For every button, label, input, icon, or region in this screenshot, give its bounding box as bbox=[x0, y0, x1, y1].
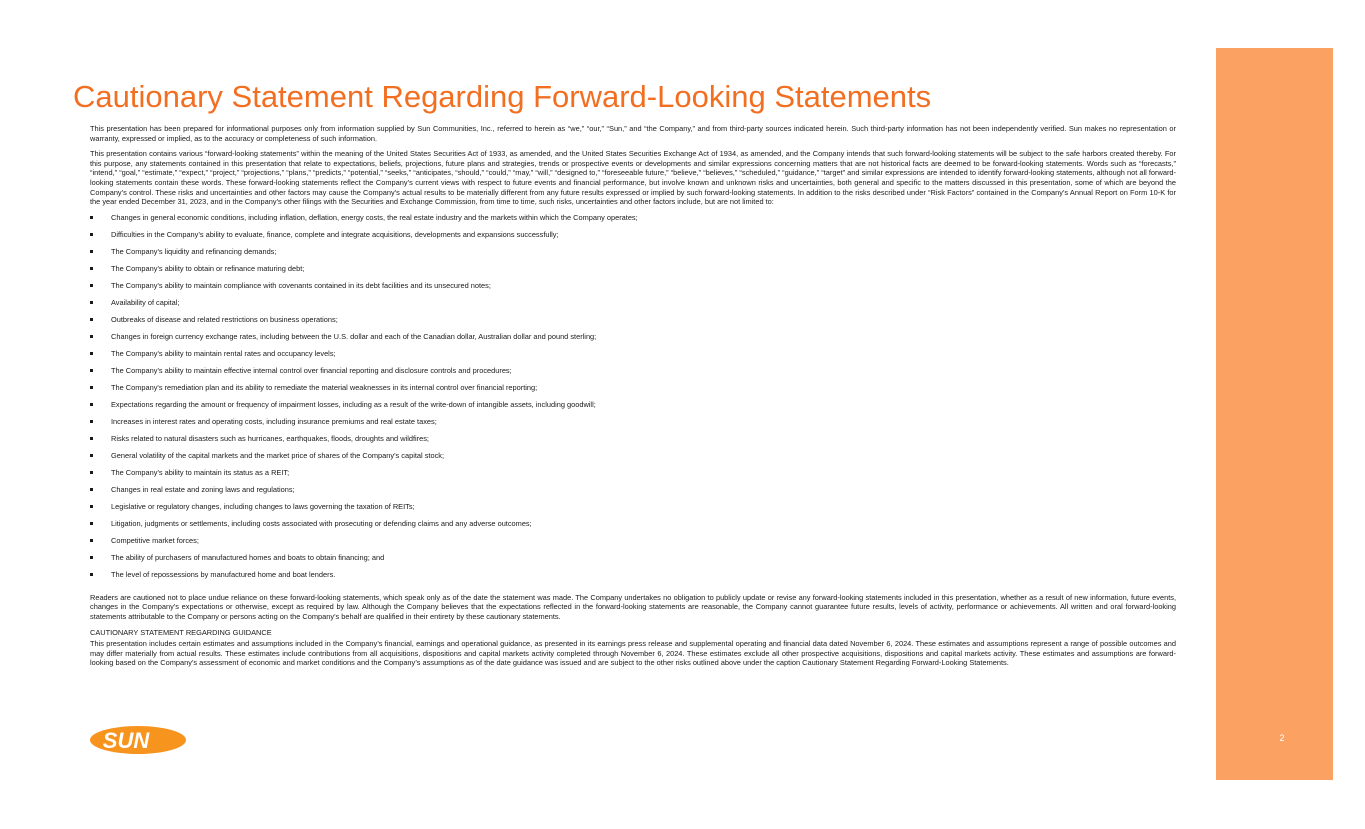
risk-factor-text: Changes in foreign currency exchange rates, including between the U.S. dollar and each of the Canadian dollar, Australian dollar and pound sterling; bbox=[111, 331, 597, 341]
bullet-icon bbox=[90, 301, 93, 304]
risk-factor-text: The Company’s ability to maintain its status as a REIT; bbox=[111, 467, 290, 477]
bullet-icon bbox=[90, 216, 93, 219]
risk-factor-item bbox=[90, 281, 1176, 298]
bullet-icon bbox=[90, 488, 93, 491]
risk-factor-text: The ability of purchasers of manufactured homes and boats to obtain financing; and bbox=[111, 552, 385, 562]
intro-paragraph-1: This presentation has been prepared for informational purposes only from information supplied by Sun Communities, Inc., referred to herein as “we,” “our,” “Sun,” and “the Company,” and from third-party sources indicated herein. Such third-party information has not been independently verified. Sun makes no representation or warranty, expressed or implied, as to the accuracy or completeness of such information. bbox=[90, 124, 1176, 143]
risk-factor-text: Competitive market forces; bbox=[111, 535, 199, 545]
guidance-paragraph: This presentation includes certain estimates and assumptions included in the Company’s financial, earnings and operational guidance, as presented in its earnings press release and supplemental operating and financial data dated November 6, 2024. These estimates and assumptions represent a range of possible outcomes and may differ materially from actual results. These estimates include contributions from all acquisitions, dispositions and capital markets activity completed through November 6, 2024. These estimates exclude all other prospective acquisitions, dispositions and capital markets activity. These estimates and assumptions are forward-looking based on the Company’s assessment of economic and market conditions and the Company’s assumptions as of the date guidance was issued and are subject to the other risks outlined above under the caption Cautionary Statement Regarding Forward-Looking Statements. bbox=[90, 639, 1176, 668]
risk-factor-item bbox=[90, 434, 1176, 451]
risk-factor-item bbox=[90, 417, 1176, 434]
risk-factor-item bbox=[90, 264, 1176, 281]
page-title: Cautionary Statement Regarding Forward-Looking Statements bbox=[73, 79, 932, 114]
risk-factor-text: Risks related to natural disasters such as hurricanes, earthquakes, floods, droughts and wildfires; bbox=[111, 433, 429, 443]
risk-factor-item bbox=[90, 383, 1176, 400]
risk-factor-item bbox=[90, 519, 1176, 536]
risk-factor-item bbox=[90, 366, 1176, 383]
risk-factor-text: The Company’s ability to maintain effective internal control over financial reporting and disclosure controls and procedures; bbox=[111, 365, 512, 375]
side-accent-bar bbox=[1216, 48, 1333, 780]
risk-factor-item bbox=[90, 485, 1176, 502]
disclaimer-body bbox=[90, 124, 1176, 674]
bullet-icon bbox=[90, 539, 93, 542]
bullet-icon bbox=[90, 233, 93, 236]
risk-factor-item bbox=[90, 315, 1176, 332]
risk-factor-item bbox=[90, 230, 1176, 247]
bullet-icon bbox=[90, 267, 93, 270]
bullet-icon bbox=[90, 284, 93, 287]
risk-factor-item bbox=[90, 536, 1176, 553]
risk-factor-text: The Company’s liquidity and refinancing demands; bbox=[111, 246, 277, 256]
risk-factor-item bbox=[90, 400, 1176, 417]
risk-factor-text: Litigation, judgments or settlements, including costs associated with prosecuting or defending claims and any adverse outcomes; bbox=[111, 518, 532, 528]
bullet-icon bbox=[90, 454, 93, 457]
risk-factor-text: Legislative or regulatory changes, including changes to laws governing the taxation of REITs; bbox=[111, 501, 415, 511]
bullet-icon bbox=[90, 471, 93, 474]
risk-factor-text: General volatility of the capital markets and the market price of shares of the Company’s capital stock; bbox=[111, 450, 445, 460]
bullet-icon bbox=[90, 369, 93, 372]
risk-factor-list bbox=[90, 213, 1176, 587]
bullet-icon bbox=[90, 335, 93, 338]
bullet-icon bbox=[90, 250, 93, 253]
risk-factor-text: Availability of capital; bbox=[111, 297, 180, 307]
sun-logo bbox=[80, 725, 188, 755]
risk-factor-text: Expectations regarding the amount or frequency of impairment losses, including as a result of the write-down of intangible assets, including goodwill; bbox=[111, 399, 596, 409]
bullet-icon bbox=[90, 522, 93, 525]
risk-factor-text: Changes in general economic conditions, including inflation, deflation, energy costs, the real estate industry and the markets within which the Company operates; bbox=[111, 212, 638, 222]
risk-factor-text: The Company’s ability to maintain rental rates and occupancy levels; bbox=[111, 348, 336, 358]
bullet-icon bbox=[90, 505, 93, 508]
risk-factor-text: The Company's remediation plan and its ability to remediate the material weaknesses in its internal control over financial reporting; bbox=[111, 382, 538, 392]
risk-factor-text: Changes in real estate and zoning laws and regulations; bbox=[111, 484, 295, 494]
risk-factor-item bbox=[90, 502, 1176, 519]
risk-factor-item bbox=[90, 570, 1176, 587]
bullet-icon bbox=[90, 437, 93, 440]
risk-factor-item bbox=[90, 468, 1176, 485]
bullet-icon bbox=[90, 403, 93, 406]
intro-paragraph-2: This presentation contains various “forward-looking statements” within the meaning of the United States Securities Act of 1933, as amended, and the United States Securities Exchange Act of 1934, as amended, and the Company intends that such forward-looking statements will be subject to the safe harbors created thereby. For this purpose, any statements contained in this presentation that relate to expectations, beliefs, projections, future plans and strategies, trends or prospective events or developments and similar expressions concerning matters that are not historical facts are deemed to be forward-looking statements. Words such as “forecasts,” “intend,” “goal,” “estimate,” “expect,” “project,” “projections,” “plans,” “predicts,” “potential,” “seeks,” “anticipates, “should,” “could,” “may,” “will,” “designed to,” “foreseeable future,” “believe,” “believes,” “scheduled,” “guidance,” “target” and similar expressions are intended to identify forward-looking statements, although not all forward-looking statements contain these words. These forward-looking statements reflect the Company’s current views with respect to future events and financial performance, but involve known and unknown risks and uncertainties, both general and specific to the matters discussed in this presentation, some of which are beyond the Company’s control. These risks and uncertainties and other factors may cause the Company’s actual results to be materially different from any future results expressed or implied by such forward-looking statements. In addition to the risks described under “Risk Factors” contained in the Company’s Annual Report on Form 10-K for the year ended December 31, 2023, and in the Company’s other filings with the Securities and Exchange Commission, from time to time, such risks, uncertainties and other factors include, but are not limited to: bbox=[90, 149, 1176, 207]
risk-factor-item bbox=[90, 553, 1176, 570]
risk-factor-item bbox=[90, 298, 1176, 315]
bullet-icon bbox=[90, 573, 93, 576]
risk-factor-text: The Company’s ability to maintain compliance with covenants contained in its debt facilities and its unsecured notes; bbox=[111, 280, 491, 290]
risk-factor-item bbox=[90, 247, 1176, 264]
guidance-heading: CAUTIONARY STATEMENT REGARDING GUIDANCE bbox=[90, 627, 272, 637]
risk-factor-item bbox=[90, 332, 1176, 349]
risk-factor-text: Outbreaks of disease and related restrictions on business operations; bbox=[111, 314, 338, 324]
risk-factor-item bbox=[90, 451, 1176, 468]
bullet-icon bbox=[90, 318, 93, 321]
closing-paragraph: Readers are cautioned not to place undue reliance on these forward-looking statements, which speak only as of the date the statement was made. The Company undertakes no obligation to publicly update or revise any forward-looking statements included in this presentation, whether as a result of new information, future events, changes in the Company’s expectations or otherwise, except as required by law. Although the Company believes that the expectations reflected in the forward-looking statements are reasonable, the Company cannot guarantee future results, levels of activity, performance or achievements. All written and oral forward-looking statements attributable to the Company or persons acting on the Company’s behalf are qualified in their entirety by these cautionary statements. bbox=[90, 592, 1176, 621]
risk-factor-text: Increases in interest rates and operating costs, including insurance premiums and real estate taxes; bbox=[111, 416, 437, 426]
bullet-icon bbox=[90, 420, 93, 423]
bullet-icon bbox=[90, 556, 93, 559]
risk-factor-item bbox=[90, 213, 1176, 230]
bullet-icon bbox=[90, 386, 93, 389]
risk-factor-text: Difficulties in the Company’s ability to evaluate, finance, complete and integrate acquisitions, developments and expansions successfully; bbox=[111, 229, 559, 239]
page-number: 2 bbox=[1279, 733, 1285, 743]
bullet-icon bbox=[90, 352, 93, 355]
risk-factor-text: The Company’s ability to obtain or refinance maturing debt; bbox=[111, 263, 305, 273]
risk-factor-item bbox=[90, 349, 1176, 366]
risk-factor-text: The level of repossessions by manufactured home and boat lenders. bbox=[111, 569, 336, 579]
logo-wordmark: SUN bbox=[102, 728, 150, 753]
